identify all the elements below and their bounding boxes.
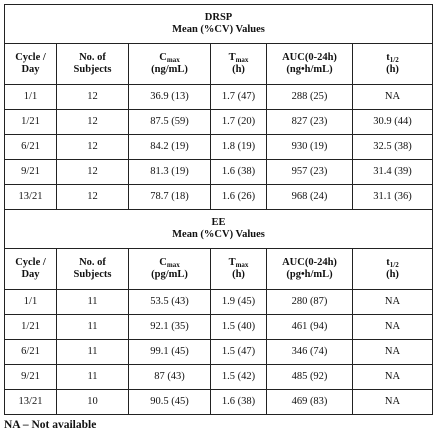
pk-document bbox=[4, 4, 432, 431]
table-cell: 1.8 (19) bbox=[211, 135, 267, 160]
table-cell: 827 (23) bbox=[267, 110, 353, 135]
table-cell: 13/21 bbox=[5, 390, 57, 415]
column-header-symbol: T bbox=[228, 257, 236, 268]
table-cell: 461 (94) bbox=[267, 315, 353, 340]
column-header-line1 bbox=[353, 52, 432, 64]
column-header bbox=[267, 44, 353, 85]
section-title-row bbox=[5, 210, 433, 249]
column-header bbox=[211, 44, 267, 85]
table-cell: 30.9 (44) bbox=[353, 110, 433, 135]
table-cell: 84.2 (19) bbox=[129, 135, 211, 160]
column-header-line1 bbox=[211, 52, 266, 64]
table-cell: 930 (19) bbox=[267, 135, 353, 160]
column-header bbox=[5, 44, 57, 85]
column-header-line2: (pg/mL) bbox=[151, 269, 188, 280]
column-header-line2: (ng/mL) bbox=[151, 64, 188, 75]
column-header-line1 bbox=[129, 52, 210, 64]
column-header-subscript: max bbox=[235, 261, 249, 269]
column-header-symbol: T bbox=[228, 52, 236, 63]
table-cell: 92.1 (35) bbox=[129, 315, 211, 340]
column-header-symbol: C bbox=[159, 52, 167, 63]
table-cell: 9/21 bbox=[5, 365, 57, 390]
table-cell: 1.6 (38) bbox=[211, 160, 267, 185]
column-header-line2: (ng•h/mL) bbox=[286, 64, 333, 75]
table-cell: 87 (43) bbox=[129, 365, 211, 390]
column-header-line2: (h) bbox=[386, 269, 399, 280]
column-header-line2: Day bbox=[21, 64, 40, 75]
table-row bbox=[5, 365, 433, 390]
table-cell: 1.7 (47) bbox=[211, 85, 267, 110]
column-header-symbol: t bbox=[386, 257, 390, 268]
table-cell: 280 (87) bbox=[267, 290, 353, 315]
table-cell: NA bbox=[353, 365, 433, 390]
table-row bbox=[5, 290, 433, 315]
section-title-row bbox=[5, 5, 433, 44]
table-cell: NA bbox=[353, 340, 433, 365]
table-cell: 87.5 (59) bbox=[129, 110, 211, 135]
column-header-subscript: 1/2 bbox=[389, 56, 399, 64]
table-cell: 36.9 (13) bbox=[129, 85, 211, 110]
column-header-line2: Subjects bbox=[73, 64, 112, 75]
column-header-row bbox=[5, 44, 433, 85]
table-cell: 1/21 bbox=[5, 110, 57, 135]
table-cell: 99.1 (45) bbox=[129, 340, 211, 365]
table-cell: 12 bbox=[57, 160, 129, 185]
table-cell: 11 bbox=[57, 290, 129, 315]
column-header-line1: No. of bbox=[79, 257, 106, 268]
table-cell: NA bbox=[353, 315, 433, 340]
column-header bbox=[57, 249, 129, 290]
table-cell: 11 bbox=[57, 315, 129, 340]
table-cell: 1.6 (38) bbox=[211, 390, 267, 415]
column-header bbox=[129, 249, 211, 290]
column-header-line2: (h) bbox=[232, 269, 245, 280]
column-header-line1 bbox=[129, 257, 210, 269]
column-header-symbol: t bbox=[386, 52, 390, 63]
table-cell: 12 bbox=[57, 185, 129, 210]
section-subtitle: Mean (%CV) Values bbox=[172, 229, 265, 240]
pk-table-body bbox=[5, 5, 433, 415]
table-row bbox=[5, 315, 433, 340]
table-cell: 1/1 bbox=[5, 290, 57, 315]
section-title-cell bbox=[5, 5, 433, 44]
column-header-subscript: max bbox=[235, 56, 249, 64]
table-cell: 31.4 (39) bbox=[353, 160, 433, 185]
table-row bbox=[5, 340, 433, 365]
table-row bbox=[5, 85, 433, 110]
section-title-cell bbox=[5, 210, 433, 249]
section-title: EE bbox=[211, 217, 226, 228]
column-header-line2: Subjects bbox=[73, 269, 112, 280]
column-header-line2: Day bbox=[21, 269, 40, 280]
table-cell: 346 (74) bbox=[267, 340, 353, 365]
column-header-subscript: max bbox=[166, 56, 180, 64]
column-header-line1: AUC(0-24h) bbox=[282, 52, 337, 63]
column-header bbox=[211, 249, 267, 290]
table-row bbox=[5, 110, 433, 135]
table-cell: 968 (24) bbox=[267, 185, 353, 210]
section-title: DRSP bbox=[204, 12, 233, 23]
section-subtitle: Mean (%CV) Values bbox=[172, 24, 265, 35]
table-cell: 957 (23) bbox=[267, 160, 353, 185]
column-header bbox=[353, 249, 433, 290]
column-header-line2: (h) bbox=[386, 64, 399, 75]
table-cell: 11 bbox=[57, 365, 129, 390]
table-cell: 1.7 (20) bbox=[211, 110, 267, 135]
column-header-line1: Cycle / bbox=[15, 52, 46, 63]
table-cell: 90.5 (45) bbox=[129, 390, 211, 415]
table-cell: 485 (92) bbox=[267, 365, 353, 390]
column-header bbox=[57, 44, 129, 85]
table-cell: 12 bbox=[57, 110, 129, 135]
table-cell: 31.1 (36) bbox=[353, 185, 433, 210]
column-header-symbol: C bbox=[159, 257, 167, 268]
column-header-row bbox=[5, 249, 433, 290]
table-cell: 81.3 (19) bbox=[129, 160, 211, 185]
table-row bbox=[5, 185, 433, 210]
table-cell: 469 (83) bbox=[267, 390, 353, 415]
column-header-subscript: max bbox=[166, 261, 180, 269]
pk-table bbox=[4, 4, 433, 415]
table-cell: 12 bbox=[57, 85, 129, 110]
table-row bbox=[5, 390, 433, 415]
column-header bbox=[353, 44, 433, 85]
column-header-line1: No. of bbox=[79, 52, 106, 63]
table-cell: 288 (25) bbox=[267, 85, 353, 110]
column-header-line1: AUC(0-24h) bbox=[282, 257, 337, 268]
column-header-line1: Cycle / bbox=[15, 257, 46, 268]
table-cell: NA bbox=[353, 85, 433, 110]
table-cell: 12 bbox=[57, 135, 129, 160]
table-cell: 1.9 (45) bbox=[211, 290, 267, 315]
table-cell: 1.5 (47) bbox=[211, 340, 267, 365]
table-cell: 6/21 bbox=[5, 340, 57, 365]
column-header-line1 bbox=[353, 257, 432, 269]
table-cell: 1.5 (42) bbox=[211, 365, 267, 390]
table-row bbox=[5, 160, 433, 185]
table-cell: 53.5 (43) bbox=[129, 290, 211, 315]
column-header-line1 bbox=[211, 257, 266, 269]
table-cell: 32.5 (38) bbox=[353, 135, 433, 160]
table-cell: NA bbox=[353, 290, 433, 315]
column-header bbox=[129, 44, 211, 85]
table-cell: 1/1 bbox=[5, 85, 57, 110]
table-row bbox=[5, 135, 433, 160]
table-cell: 6/21 bbox=[5, 135, 57, 160]
footnote: NA – Not available bbox=[4, 419, 97, 431]
table-cell: 1.6 (26) bbox=[211, 185, 267, 210]
table-cell: 1/21 bbox=[5, 315, 57, 340]
table-cell: 9/21 bbox=[5, 160, 57, 185]
table-cell: 1.5 (40) bbox=[211, 315, 267, 340]
column-header-line2: (h) bbox=[232, 64, 245, 75]
table-cell: 10 bbox=[57, 390, 129, 415]
column-header-line2: (pg•h/mL) bbox=[286, 269, 333, 280]
column-header bbox=[5, 249, 57, 290]
table-cell: NA bbox=[353, 390, 433, 415]
column-header-subscript: 1/2 bbox=[389, 261, 399, 269]
table-cell: 11 bbox=[57, 340, 129, 365]
column-header bbox=[267, 249, 353, 290]
table-cell: 78.7 (18) bbox=[129, 185, 211, 210]
table-cell: 13/21 bbox=[5, 185, 57, 210]
